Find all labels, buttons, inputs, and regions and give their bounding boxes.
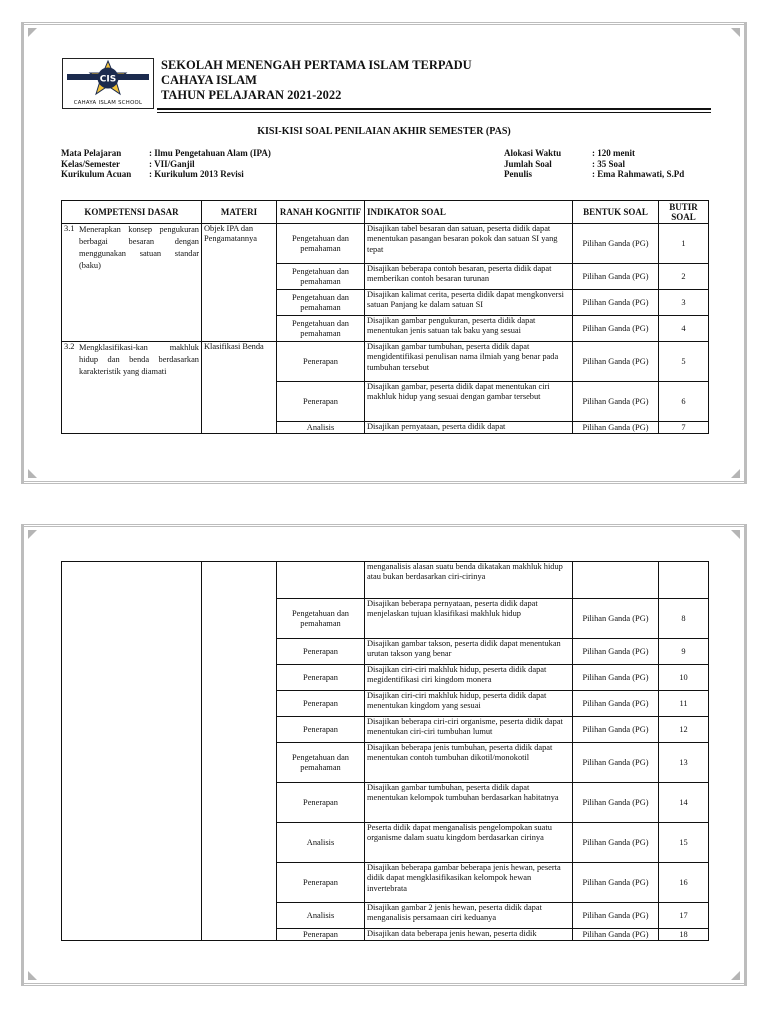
butir-cell: 6 — [659, 382, 709, 422]
meta-left — [61, 148, 271, 180]
page-gap — [21, 484, 747, 524]
bentuk-cell: Pilihan Ganda (PG) — [573, 743, 659, 783]
butir-cell: 17 — [659, 903, 709, 929]
table-header-row — [62, 201, 709, 224]
kd-number: 3.2 — [64, 342, 75, 351]
kd-cell — [62, 562, 202, 941]
ranah-cell: Pengetahuan dan pemahaman — [277, 599, 365, 639]
meta-label: Mata Pelajaran — [61, 148, 122, 158]
bentuk-cell: Pilihan Ganda (PG) — [573, 224, 659, 264]
corner-mark — [731, 469, 740, 478]
butir-cell: 4 — [659, 316, 709, 342]
butir-cell: 14 — [659, 783, 709, 823]
meta-value: : Kurikulum 2013 Revisi — [149, 169, 244, 179]
ranah-cell: Penerapan — [277, 717, 365, 743]
meta-label: Jumlah Soal — [504, 158, 552, 169]
bentuk-cell: Pilihan Ganda (PG) — [573, 929, 659, 941]
corner-mark — [731, 971, 740, 980]
indikator-cell: Disajikan beberapa pernyataan, peserta didik dapat menjelaskan tujuan klasifikasi makhluk hidup — [365, 599, 573, 639]
header-rule — [157, 108, 711, 110]
butir-cell: 12 — [659, 717, 709, 743]
header-indikator: INDIKATOR SOAL — [365, 201, 573, 224]
ranah-cell: Pengetahuan dan pemahaman — [277, 264, 365, 290]
ranah-cell: Penerapan — [277, 783, 365, 823]
butir-cell: 13 — [659, 743, 709, 783]
kisi-kisi-table — [61, 200, 709, 434]
meta-value: : Ema Rahmawati, S.Pd — [592, 169, 685, 179]
indikator-cell: Disajikan beberapa gambar beberapa jenis hewan, peserta didik dapat mengklasifikasikan kelompok hewan invertebrata — [365, 863, 573, 903]
table-row — [62, 224, 709, 264]
header-rule — [157, 112, 711, 113]
indikator-cell: Disajikan beberapa ciri-ciri organisme, peserta didik dapat menentukan ciri-ciri tumbuhan lumut — [365, 717, 573, 743]
indikator-cell: Disajikan ciri-ciri makhluk hidup, peserta didik dapat megidentifikasi ciri kingdom monera — [365, 665, 573, 691]
kd-text: Mengklasifikasi-kan makhluk hidup dan benda berdasarkan karakteristik yang diamati — [79, 343, 199, 376]
ranah-cell: Penerapan — [277, 639, 365, 665]
meta-value: : VII/Ganjil — [149, 158, 195, 169]
bentuk-cell: Pilihan Ganda (PG) — [573, 691, 659, 717]
school-name-line2: CAHAYA ISLAM — [161, 73, 257, 87]
indikator-cell: Disajikan beberapa jenis tumbuhan, peserta didik dapat menentukan contoh tumbuhan dikotil/monokotil — [365, 743, 573, 783]
meta-label: Alokasi Waktu — [504, 148, 562, 158]
meta-right — [504, 148, 684, 180]
butir-cell: 11 — [659, 691, 709, 717]
bentuk-cell: Pilihan Ganda (PG) — [573, 316, 659, 342]
butir-cell: 5 — [659, 342, 709, 382]
bentuk-cell: Pilihan Ganda (PG) — [573, 264, 659, 290]
star-emblem-icon — [63, 59, 153, 99]
butir-cell: 15 — [659, 823, 709, 863]
kd-cell — [62, 342, 202, 434]
indikator-cell: Disajikan tabel besaran dan satuan, peserta didik dapat menentukan pasangan besaran pokok dan satuan SI yang tepat — [365, 224, 573, 264]
indikator-cell: Disajikan gambar pengukuran, peserta didik dapat menentukan jenis satuan tak baku yang sesuai — [365, 316, 573, 342]
bentuk-cell: Pilihan Ganda (PG) — [573, 422, 659, 434]
meta-label: Kurikulum Acuan — [61, 169, 132, 179]
indikator-cell: Disajikan gambar tumbuhan, peserta didik dapat mengidentifikasi penulisan nama ilmiah yang benar pada tumbuhan tersebut — [365, 342, 573, 382]
bentuk-cell: Pilihan Ganda (PG) — [573, 382, 659, 422]
ranah-cell: Pengetahuan dan pemahaman — [277, 316, 365, 342]
meta-label: Penulis — [504, 169, 533, 179]
ranah-cell: Analisis — [277, 422, 365, 434]
bentuk-cell: Pilihan Ganda (PG) — [573, 823, 659, 863]
bentuk-cell: Pilihan Ganda (PG) — [573, 290, 659, 316]
header-kd: KOMPETENSI DASAR — [62, 201, 202, 224]
butir-cell — [659, 562, 709, 599]
corner-mark — [28, 469, 37, 478]
meta-value: : 120 menit — [592, 148, 635, 158]
bentuk-cell: Pilihan Ganda (PG) — [573, 903, 659, 929]
kd-number: 3.1 — [64, 224, 75, 233]
header-ranah: RANAH KOGNITIF — [277, 201, 365, 224]
meta-value: : Ilmu Pengetahuan Alam (IPA) — [149, 148, 271, 158]
meta-row — [504, 148, 684, 159]
meta-row — [504, 169, 684, 180]
school-header — [161, 58, 472, 103]
ranah-cell: Penerapan — [277, 929, 365, 941]
butir-cell: 9 — [659, 639, 709, 665]
meta-row — [61, 148, 271, 159]
school-logo — [62, 58, 154, 109]
bentuk-cell: Pilihan Ganda (PG) — [573, 665, 659, 691]
butir-cell: 2 — [659, 264, 709, 290]
corner-mark — [731, 530, 740, 539]
bentuk-cell: Pilihan Ganda (PG) — [573, 863, 659, 903]
corner-mark — [28, 28, 37, 37]
butir-cell: 3 — [659, 290, 709, 316]
page-2 — [21, 524, 747, 986]
indikator-cell: Disajikan gambar takson, peserta didik dapat menentukan urutan takson yang benar — [365, 639, 573, 665]
butir-cell: 18 — [659, 929, 709, 941]
materi-cell: Klasifikasi Benda — [202, 342, 277, 434]
kd-cell — [62, 224, 202, 342]
ranah-cell: Penerapan — [277, 382, 365, 422]
logo-text: CIS — [99, 74, 117, 85]
bentuk-cell: Pilihan Ganda (PG) — [573, 342, 659, 382]
indikator-cell: Disajikan ciri-ciri makhluk hidup, peserta didik dapat menentukan kingdom yang sesuai — [365, 691, 573, 717]
school-name-line1: SEKOLAH MENENGAH PERTAMA ISLAM TERPADU — [161, 58, 472, 72]
indikator-cell: Disajikan gambar, peserta didik dapat menentukan ciri makhluk hidup yang sesuai dengan gambar tersebut — [365, 382, 573, 422]
kisi-kisi-table-continued — [61, 561, 709, 941]
page-1 — [21, 22, 747, 484]
butir-cell: 1 — [659, 224, 709, 264]
header-bentuk: BENTUK SOAL — [573, 201, 659, 224]
ranah-cell: Pengetahuan dan pemahaman — [277, 290, 365, 316]
header-materi: MATERI — [202, 201, 277, 224]
header-butir: BUTIR SOAL — [659, 201, 709, 224]
indikator-cell: menganalisis alasan suatu benda dikatakan makhluk hidup atau bukan berdasarkan ciri-cirinya — [365, 562, 573, 599]
academic-year: TAHUN PELAJARAN 2021-2022 — [161, 88, 342, 102]
butir-cell: 7 — [659, 422, 709, 434]
ranah-cell: Penerapan — [277, 863, 365, 903]
bentuk-cell: Pilihan Ganda (PG) — [573, 599, 659, 639]
bentuk-cell: Pilihan Ganda (PG) — [573, 639, 659, 665]
kd-text: Menerapkan konsep pengukuran berbagai besaran dengan menggunakan satuan standar (baku) — [79, 225, 199, 270]
corner-mark — [28, 530, 37, 539]
indikator-cell: Peserta didik dapat menganalisis pengelompokan suatu organisme dalam suatu kingdom berdasarkan cirinya — [365, 823, 573, 863]
bentuk-cell: Pilihan Ganda (PG) — [573, 717, 659, 743]
indikator-cell: Disajikan data beberapa jenis hewan, peserta didik — [365, 929, 573, 941]
table-row — [62, 342, 709, 382]
ranah-cell: Analisis — [277, 903, 365, 929]
indikator-cell: Disajikan beberapa contoh besaran, peserta didik dapat memberikan contoh besaran turunan — [365, 264, 573, 290]
logo-subtext: CAHAYA ISLAM SCHOOL — [73, 100, 143, 106]
meta-row — [61, 159, 271, 170]
indikator-cell: Disajikan kalimat cerita, peserta didik dapat mengkonversi satuan Panjang ke dalam satuan SI — [365, 290, 573, 316]
bentuk-cell — [573, 562, 659, 599]
indikator-cell: Disajikan gambar tumbuhan, peserta didik dapat menentukan kelompok tumbuhan berdasarkan habitatnya — [365, 783, 573, 823]
ranah-cell: Penerapan — [277, 342, 365, 382]
butir-cell: 10 — [659, 665, 709, 691]
meta-row — [61, 169, 271, 180]
ranah-cell — [277, 562, 365, 599]
materi-cell — [202, 562, 277, 941]
meta-row — [504, 159, 684, 170]
table-row — [62, 562, 709, 599]
meta-label: Kelas/Semester — [61, 158, 120, 169]
meta-value: : 35 Soal — [592, 158, 626, 169]
corner-mark — [731, 28, 740, 37]
ranah-cell: Pengetahuan dan pemahaman — [277, 743, 365, 783]
indikator-cell: Disajikan pernyataan, peserta didik dapat — [365, 422, 573, 434]
indikator-cell: Disajikan gambar 2 jenis hewan, peserta didik dapat menganalisis persamaan ciri keduanya — [365, 903, 573, 929]
corner-mark — [28, 971, 37, 980]
materi-cell: Objek IPA dan Pengamatannya — [202, 224, 277, 342]
butir-cell: 8 — [659, 599, 709, 639]
document-title: KISI-KISI SOAL PENILAIAN AKHIR SEMESTER (PAS) — [257, 126, 511, 137]
bentuk-cell: Pilihan Ganda (PG) — [573, 783, 659, 823]
ranah-cell: Penerapan — [277, 691, 365, 717]
butir-cell: 16 — [659, 863, 709, 903]
ranah-cell: Analisis — [277, 823, 365, 863]
ranah-cell: Pengetahuan dan pemahaman — [277, 224, 365, 264]
ranah-cell: Penerapan — [277, 665, 365, 691]
